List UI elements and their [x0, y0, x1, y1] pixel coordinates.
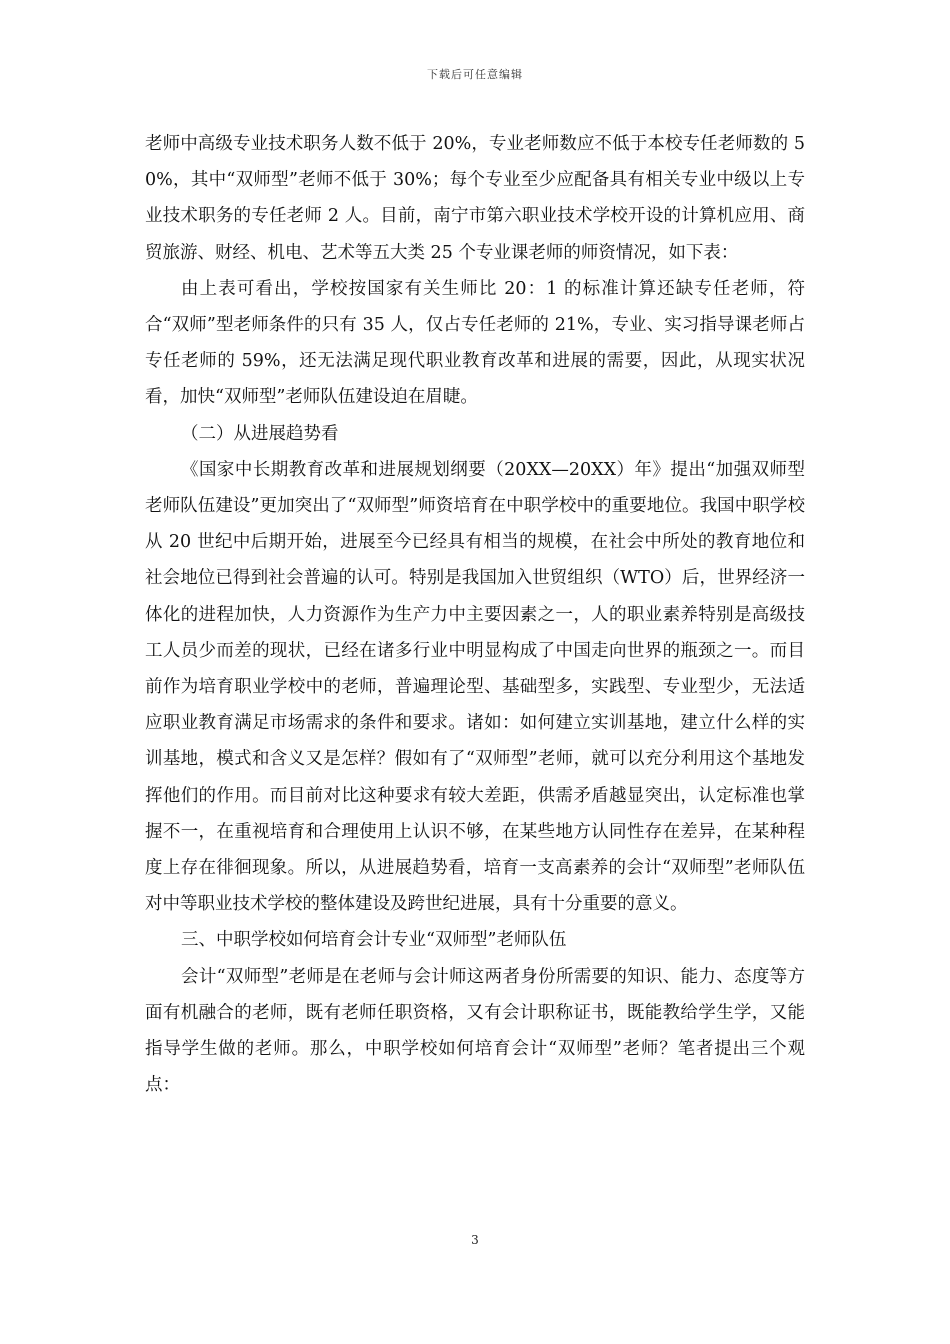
section-heading-how-to-cultivate: 三、中职学校如何培育会计专业“双师型”老师队伍: [181, 930, 567, 951]
page-number: 3: [471, 1233, 479, 1247]
page-header-note: 下载后可任意编辑: [427, 68, 523, 81]
document-body: [145, 126, 805, 1103]
section-heading-development-trend: （二）从进展趋势看: [181, 423, 339, 444]
paragraph-dual-teacher-definition: 会计“双师型”老师是在老师与会计师这两者身份所需要的知识、能力、态度等方面有机融合的老师，既有老师任职资格，又有会计职称证书，既能教给学生学，又能指导学生做的老师。那么，中职学校如何培育会计“双师型”老师？笔者提出三个观点：: [145, 966, 805, 1096]
paragraph-development-trend: 《国家中长期教育改革和进展规划纲要（20XX—20XX）年》提出“加强双师型老师队伍建设”更加突出了“双师型”师资培育在中职学校中的重要地位。我国中职学校从 20 世纪中后期开始，进展至今已经具有相当的规模，在社会中所处的教育地位和社会地位已得到社会普遍的认可。特别是我国加入世贸组织（WTO）后，世界经济一体化的进程加快，人力资源作为生产力中主要因素之一，人的职业素养特别是高级技工人员少而差的现状，已经在诸多行业中明显构成了中国走向世界的瓶颈之一。而目前作为培育职业学校中的老师，普遍理论型、基础型多，实践型、专业型少，无法适应职业教育满足市场需求的条件和要求。诸如：如何建立实训基地，建立什么样的实训基地，模式和含义又是怎样？假如有了“双师型”老师，就可以充分利用这个基地发挥他们的作用。而目前对比这种要求有较大差距，供需矛盾越显突出，认定标准也掌握不一，在重视培育和合理使用上认识不够，在某些地方认同性存在差异，在某种程度上存在徘徊现象。所以，从进展趋势看，培育一支高素养的会计“双师型”老师队伍对中等职业技术学校的整体建设及跨世纪进展，具有十分重要的意义。: [145, 459, 805, 915]
paragraph-table-analysis: 由上表可看出，学校按国家有关生师比 20：1 的标准计算还缺专任老师，符合“双师”型老师条件的只有 35 人，仅占专任老师的 21%，专业、实习指导课老师占专任老师的 59%，还无法满足现代职业教育改革和进展的需要，因此，从现实状况看，加快“双师型”老师队伍建设迫在眉睫。: [145, 278, 805, 408]
paragraph-staff-requirements: 老师中高级专业技术职务人数不低于 20%，专业老师数应不低于本校专任老师数的 50%，其中“双师型”老师不低于 30%；每个专业至少应配备具有相关专业中级以上专业技术职务的专任老师 2 人。目前，南宁市第六职业技术学校开设的计算机应用、商贸旅游、财经、机电、艺术等五大类 25 个专业课老师的师资情况，如下表：: [145, 134, 805, 263]
